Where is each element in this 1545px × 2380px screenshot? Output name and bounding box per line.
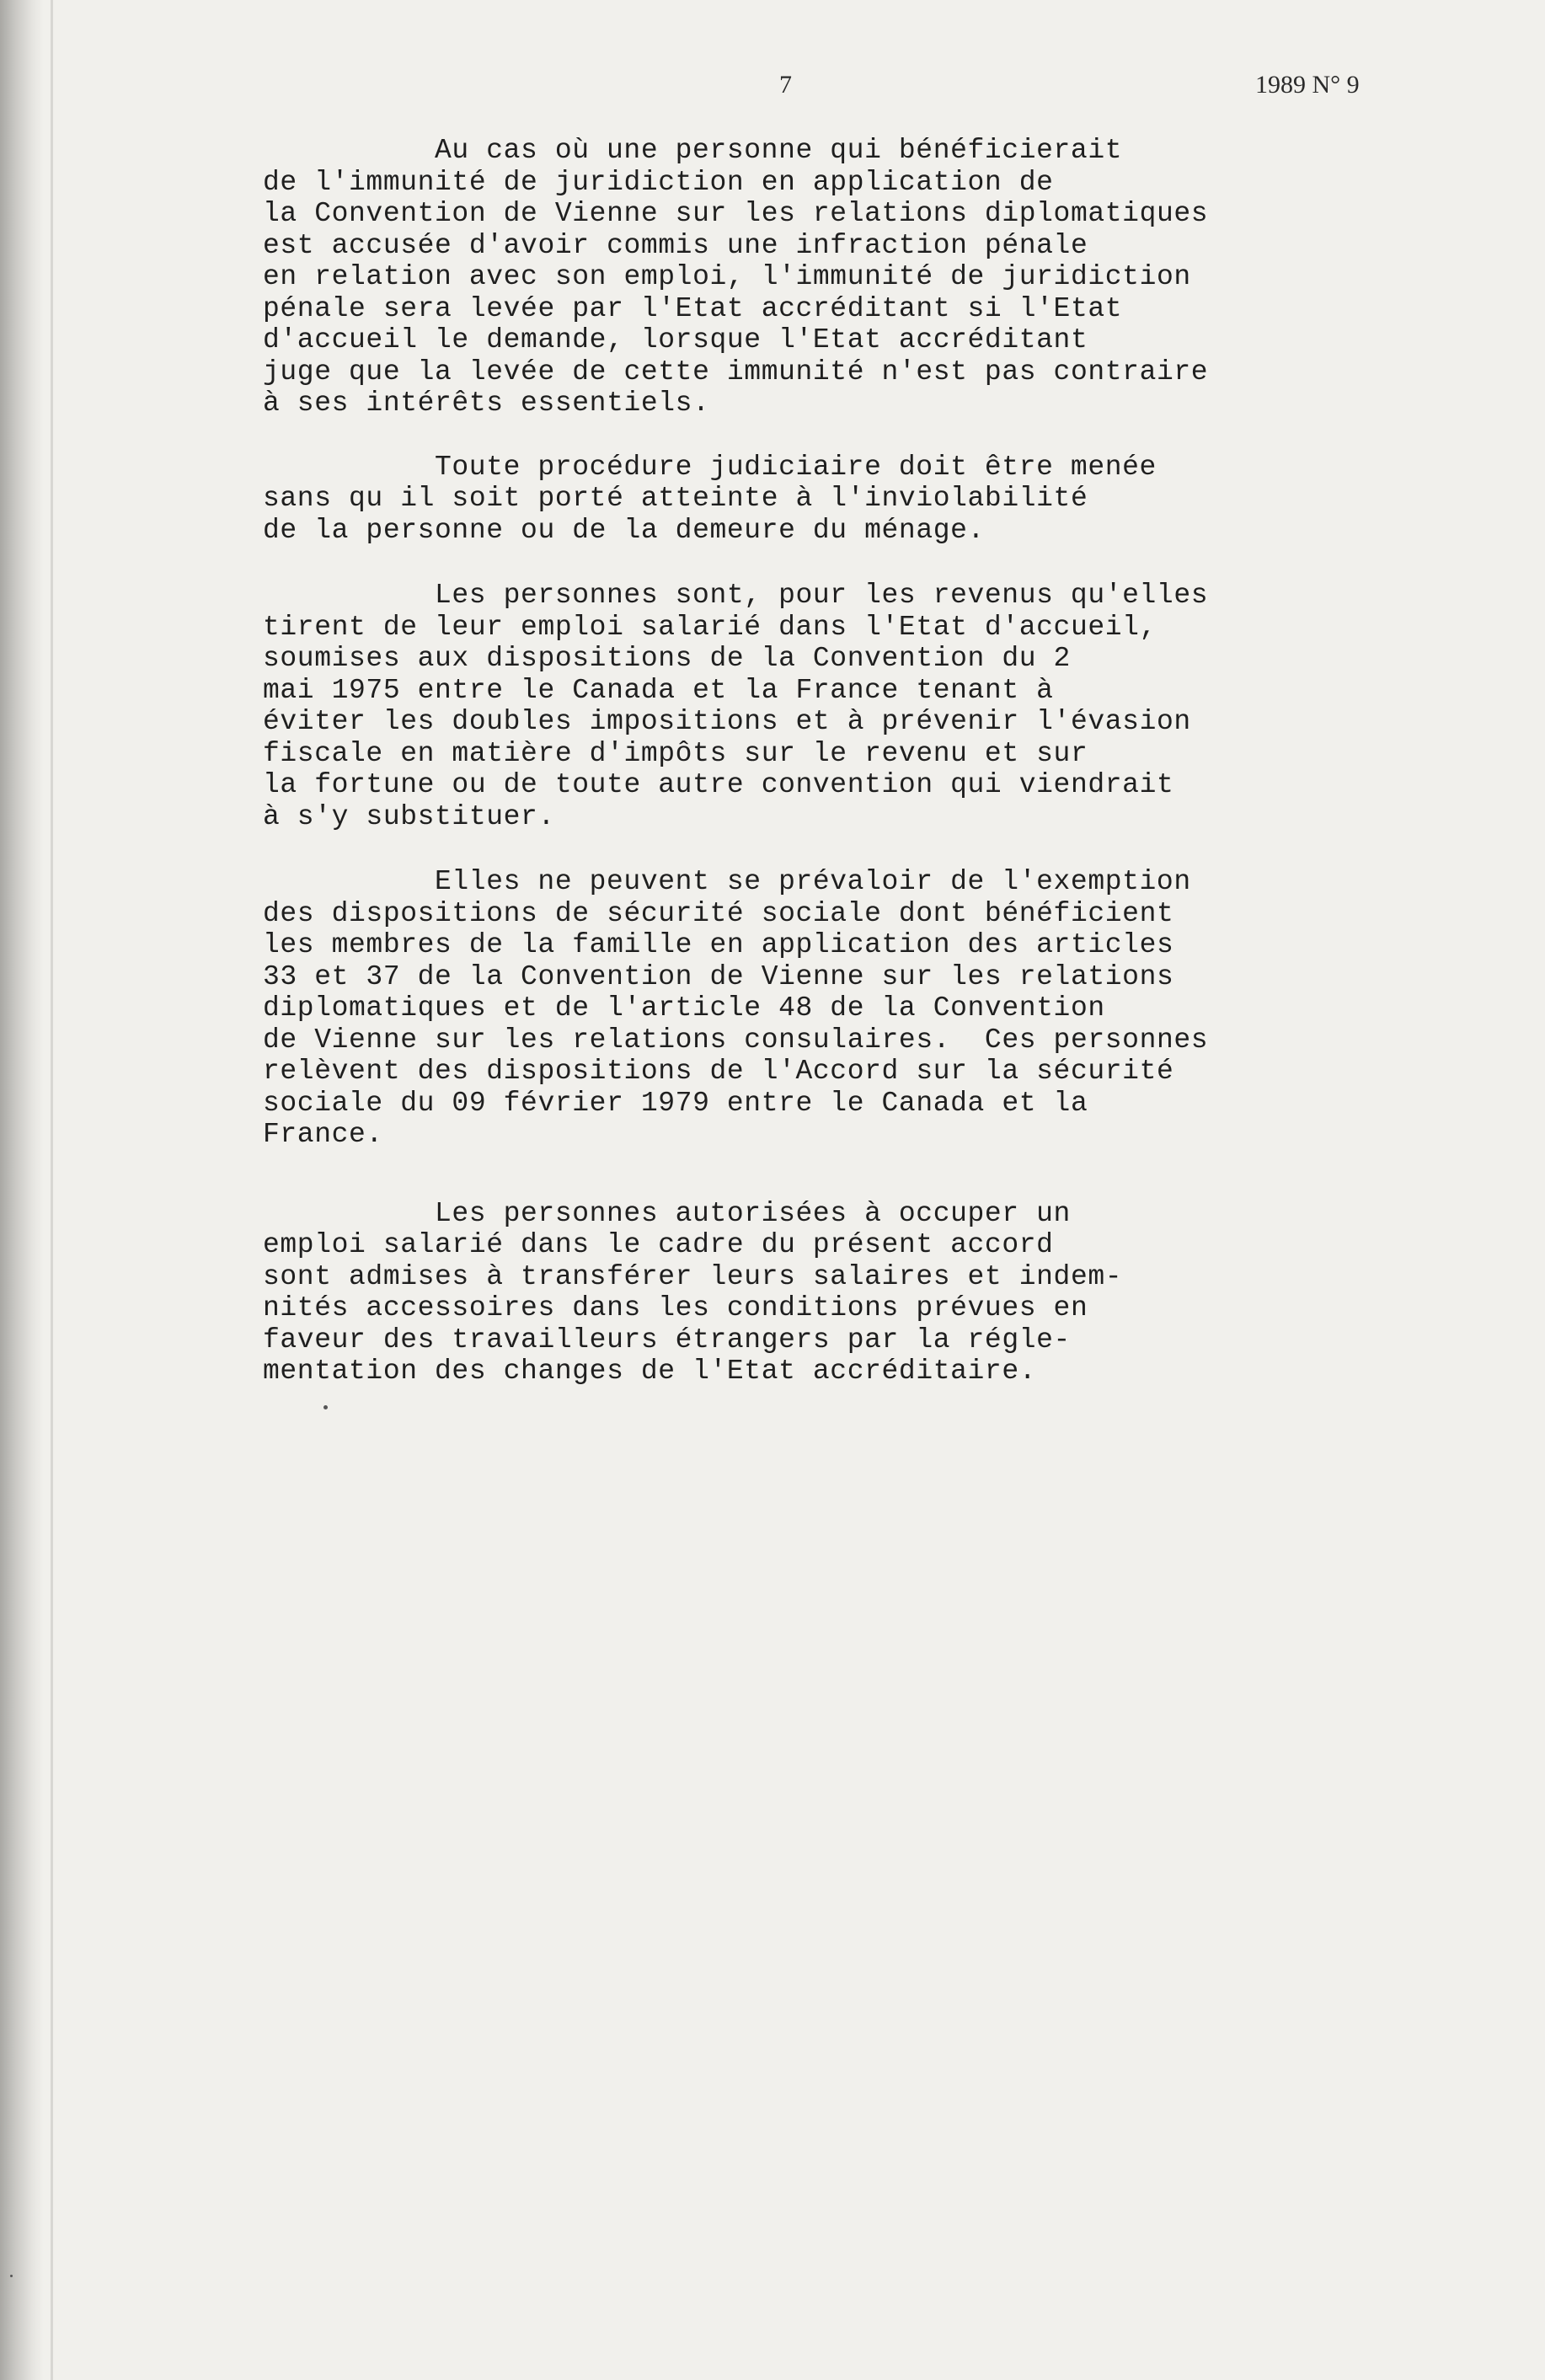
text-line: 33 et 37 de la Convention de Vienne sur les relations <box>263 960 1174 992</box>
text-line: à ses intérêts essentiels. <box>263 388 710 419</box>
page-gutter-shadow <box>0 0 44 2380</box>
text-line: sociale du 09 février 1979 entre le Canada et la <box>263 1087 1088 1119</box>
text-line: la fortune ou de toute autre convention qui viendrait <box>263 769 1174 800</box>
text-line: éviter les doubles impositions et à prévenir l'évasion <box>263 706 1191 737</box>
text-line: tirent de leur emploi salarié dans l'Etat d'accueil, <box>263 611 1157 643</box>
text-line: Toute procédure judiciaire doit être menée <box>435 451 1157 483</box>
text-line: de l'immunité de juridiction en application de <box>263 166 1054 198</box>
text-line: soumises aux dispositions de la Convention du 2 <box>263 643 1071 674</box>
ink-speck <box>10 2275 13 2277</box>
text-line: Les personnes sont, pour les revenus qu'elles <box>435 580 1209 611</box>
text-line: est accusée d'avoir commis une infraction pénale <box>263 229 1088 261</box>
text-line: de Vienne sur les relations consulaires. Ces personnes <box>263 1024 1209 1056</box>
document-reference: 1989 N° 9 <box>1255 71 1360 99</box>
text-line: mentation des changes de l'Etat accréditaire. <box>263 1356 1037 1387</box>
paragraph-salary-transfer <box>263 1198 1324 1388</box>
text-line: en relation avec son emploi, l'immunité de juridiction <box>263 261 1191 292</box>
text-line: sont admises à transférer leurs salaires et indem- <box>263 1260 1123 1292</box>
paragraph-social-security <box>263 866 1324 1151</box>
text-line: nités accessoires dans les conditions prévues en <box>263 1292 1088 1324</box>
paragraph-procedure <box>263 452 1324 547</box>
text-line: d'accueil le demande, lorsque l'Etat accréditant <box>263 324 1088 356</box>
text-line: de la personne ou de la demeure du ménage. <box>263 514 985 546</box>
text-line: fiscale en matière d'impôts sur le revenu et sur <box>263 737 1088 769</box>
paragraph-immunity <box>263 135 1324 420</box>
text-line: à s'y substituer. <box>263 800 555 832</box>
text-line: Au cas où une personne qui bénéficierait <box>435 135 1123 166</box>
ink-speck <box>323 1405 328 1409</box>
document-body <box>263 135 1324 1421</box>
page-binding-edge <box>51 0 53 2380</box>
text-line: faveur des travailleurs étrangers par la régle- <box>263 1324 1071 1356</box>
text-line: France. <box>263 1119 383 1150</box>
text-line: relèvent des dispositions de l'Accord sur la sécurité <box>263 1056 1174 1087</box>
text-line: mai 1975 entre le Canada et la France tenant à <box>263 674 1054 706</box>
text-line: juge que la levée de cette immunité n'est pas contraire <box>263 356 1209 388</box>
text-line: sans qu il soit porté atteinte à l'inviolabilité <box>263 483 1088 514</box>
text-line: emploi salarié dans le cadre du présent accord <box>263 1229 1054 1260</box>
text-line: diplomatiques et de l'article 48 de la Convention <box>263 992 1105 1024</box>
text-line: des dispositions de sécurité sociale dont bénéficient <box>263 897 1174 929</box>
text-line: la Convention de Vienne sur les relations diplomatiques <box>263 198 1209 229</box>
text-line: pénale sera levée par l'Etat accréditant si l'Etat <box>263 292 1123 324</box>
page-number: 7 <box>779 71 792 99</box>
text-line: les membres de la famille en application des articles <box>263 929 1174 960</box>
text-line: Elles ne peuvent se prévaloir de l'exemption <box>435 866 1191 897</box>
text-line: Les personnes autorisées à occuper un <box>435 1197 1071 1229</box>
paragraph-taxation <box>263 580 1324 832</box>
